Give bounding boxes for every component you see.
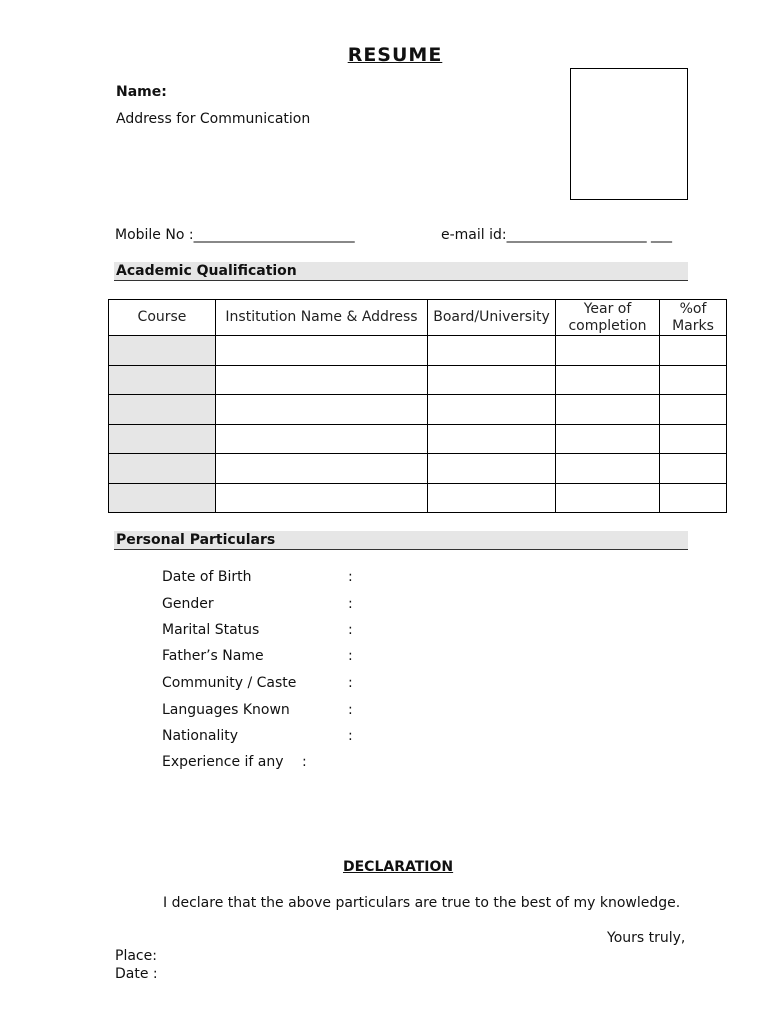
year-cell[interactable] (556, 365, 660, 395)
name-label: Name: (116, 84, 167, 100)
table-row (109, 424, 727, 454)
date-field[interactable]: Date : (115, 966, 158, 982)
academic-table (108, 299, 727, 513)
personal-field-label: Community / Caste (162, 675, 297, 691)
board-cell[interactable] (428, 365, 556, 395)
col-course: Course (109, 300, 216, 336)
personal-field-colon[interactable]: : (348, 728, 353, 744)
table-row (109, 395, 727, 425)
personal-field-colon[interactable]: : (302, 754, 307, 770)
personal-field-colon[interactable]: : (348, 648, 353, 664)
table-row (109, 336, 727, 366)
table-row (109, 365, 727, 395)
personal-field-label: Marital Status (162, 622, 260, 638)
course-cell[interactable] (109, 454, 216, 484)
year-cell[interactable] (556, 395, 660, 425)
col-marks: %of Marks (660, 300, 727, 336)
marks-cell[interactable] (660, 395, 727, 425)
personal-field-label: Languages Known (162, 702, 290, 718)
marks-cell[interactable] (660, 454, 727, 484)
board-cell[interactable] (428, 336, 556, 366)
personal-field-colon[interactable]: : (348, 675, 353, 691)
declaration-title: DECLARATION (343, 859, 454, 875)
personal-field-colon[interactable]: : (348, 702, 353, 718)
academic-header-row (109, 300, 727, 336)
personal-field-colon[interactable]: : (348, 596, 353, 612)
institution-cell[interactable] (216, 424, 428, 454)
personal-field-label: Nationality (162, 728, 239, 744)
academic-heading: Academic Qualification (114, 262, 688, 281)
marks-cell[interactable] (660, 483, 727, 513)
mobile-field[interactable]: Mobile No :_______________________ (115, 227, 355, 243)
course-cell[interactable] (109, 483, 216, 513)
board-cell[interactable] (428, 424, 556, 454)
personal-field-colon[interactable]: : (348, 569, 353, 585)
course-cell[interactable] (109, 336, 216, 366)
year-cell[interactable] (556, 336, 660, 366)
personal-field-colon[interactable]: : (348, 622, 353, 638)
address-label: Address for Communication (116, 111, 311, 127)
closing-text: Yours truly, (607, 930, 686, 946)
place-field[interactable]: Place: (115, 948, 157, 964)
institution-cell[interactable] (216, 365, 428, 395)
photo-box[interactable] (570, 68, 688, 200)
course-cell[interactable] (109, 395, 216, 425)
board-cell[interactable] (428, 483, 556, 513)
year-cell[interactable] (556, 424, 660, 454)
year-cell[interactable] (556, 454, 660, 484)
col-board: Board/University (428, 300, 556, 336)
marks-cell[interactable] (660, 365, 727, 395)
table-row (109, 483, 727, 513)
academic-body (109, 336, 727, 513)
course-cell[interactable] (109, 365, 216, 395)
personal-field-label: Date of Birth (162, 569, 252, 585)
marks-cell[interactable] (660, 336, 727, 366)
personal-heading: Personal Particulars (114, 531, 688, 550)
email-field[interactable]: e-mail id:____________________ ___ (441, 227, 673, 243)
declaration-text: I declare that the above particulars are true to the best of my knowledge. (163, 895, 681, 911)
institution-cell[interactable] (216, 395, 428, 425)
board-cell[interactable] (428, 395, 556, 425)
marks-cell[interactable] (660, 424, 727, 454)
col-year: Year of completion (556, 300, 660, 336)
personal-field-label: Gender (162, 596, 214, 612)
year-cell[interactable] (556, 483, 660, 513)
personal-field-label: Experience if any (162, 754, 284, 770)
institution-cell[interactable] (216, 454, 428, 484)
col-institution: Institution Name & Address (216, 300, 428, 336)
table-row (109, 454, 727, 484)
personal-field-label: Father’s Name (162, 648, 264, 664)
institution-cell[interactable] (216, 336, 428, 366)
course-cell[interactable] (109, 424, 216, 454)
board-cell[interactable] (428, 454, 556, 484)
page-title: RESUME (347, 44, 443, 66)
institution-cell[interactable] (216, 483, 428, 513)
